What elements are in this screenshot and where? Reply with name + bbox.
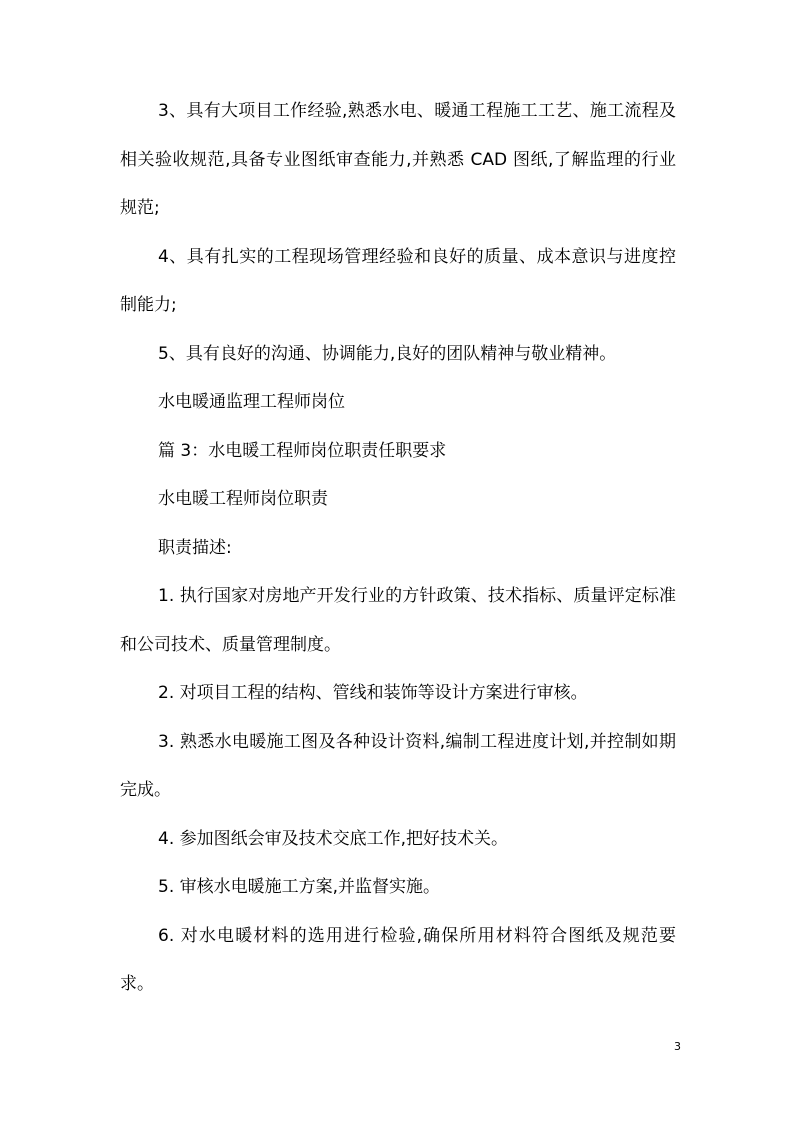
document-body bbox=[120, 87, 676, 1009]
duty-item-4: 4. 参加图纸会审及技术交底工作,把好技术关。 bbox=[158, 828, 509, 849]
duty-item-6: 6. 对水电暖材料的选用进行检验,确保所用材料符合图纸及规范要求。 bbox=[120, 925, 676, 994]
page-number: 3 bbox=[674, 1040, 681, 1053]
section-title-supervision-engineer: 水电暖通监理工程师岗位 bbox=[158, 392, 345, 412]
paragraph-requirement-4: 4、具有扎实的工程现场管理经验和良好的质量、成本意识与进度控制能力; bbox=[120, 246, 676, 315]
duty-item-5: 5. 审核水电暖施工方案,并监督实施。 bbox=[158, 877, 441, 897]
paragraph-requirement-5: 5、具有良好的沟通、协调能力,良好的团队精神与敬业精神。 bbox=[158, 343, 617, 364]
duty-item-2: 2. 对项目工程的结构、管线和装饰等设计方案进行审核。 bbox=[158, 683, 588, 703]
duty-item-3: 3. 熟悉水电暖施工图及各种设计资料,编制工程进度计划,并控制如期完成。 bbox=[120, 731, 676, 800]
section-title-duties: 水电暖工程师岗位职责 bbox=[158, 489, 328, 509]
duties-label: 职责描述: bbox=[158, 537, 232, 558]
chapter-heading: 篇 3：水电暖工程师岗位职责任职要求 bbox=[158, 440, 447, 461]
paragraph-requirement-3: 3、具有大项目工作经验,熟悉水电、暖通工程施工工艺、施工流程及相关验收规范,具备专业图纸审查能力,并熟悉 CAD 图纸,了解监理的行业规范; bbox=[120, 101, 676, 218]
duty-item-1: 1. 执行国家对房地产开发行业的方针政策、技术指标、质量评定标准和公司技术、质量管理制度。 bbox=[120, 586, 676, 655]
